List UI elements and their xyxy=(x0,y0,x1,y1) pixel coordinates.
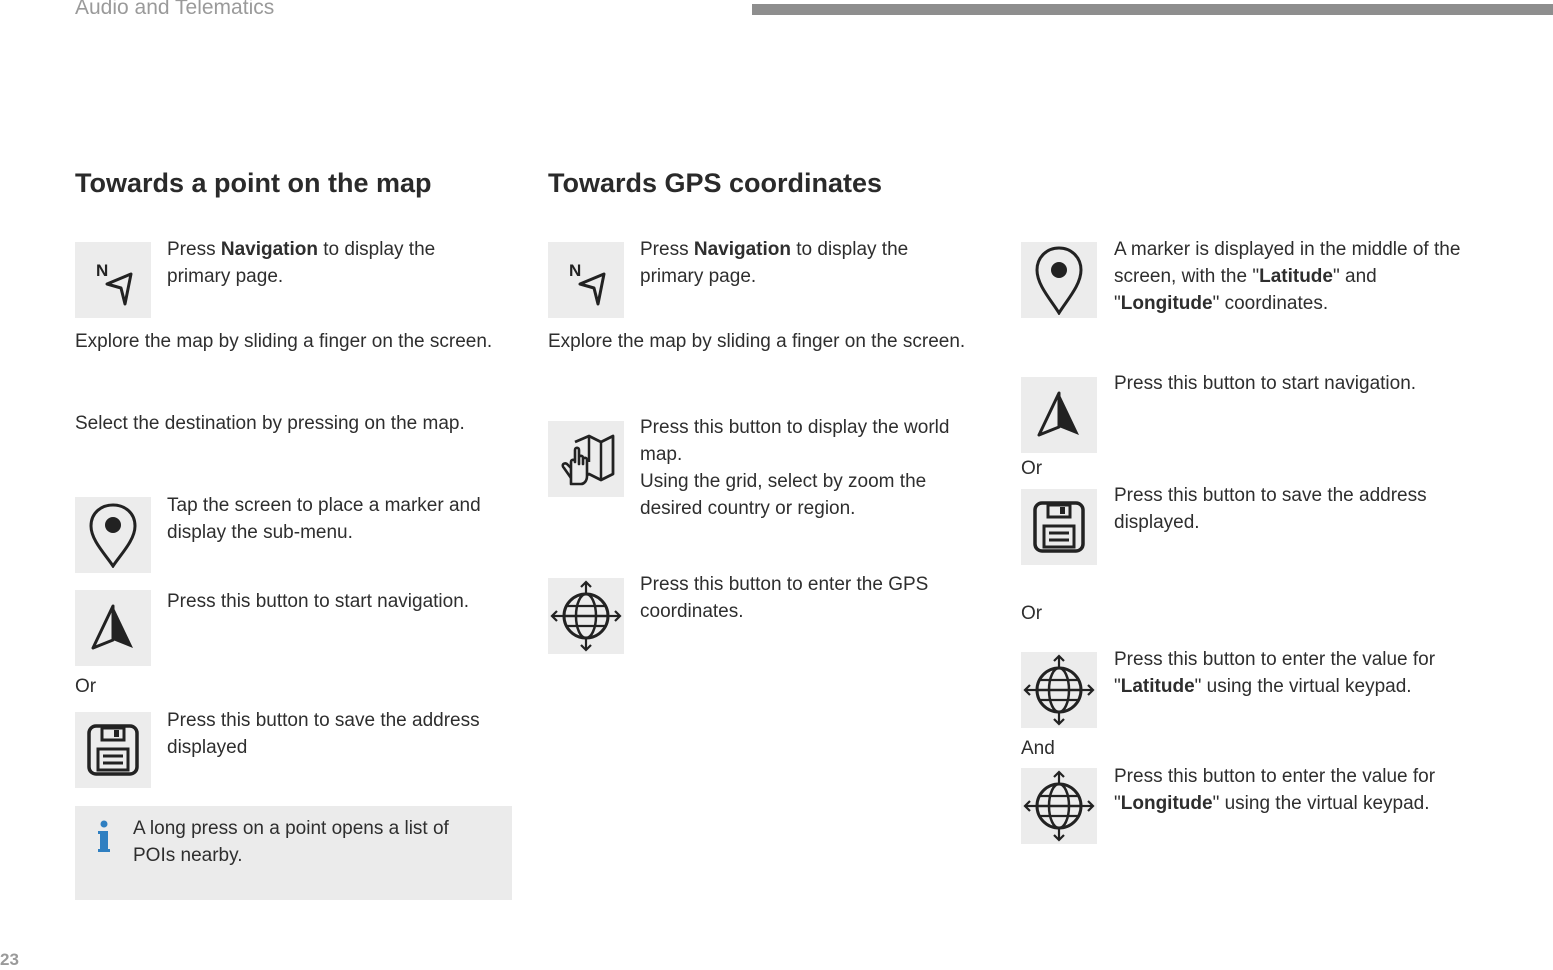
left-heading: Towards a point on the map xyxy=(75,168,432,198)
world-map-icon xyxy=(548,421,624,497)
left-select-text: Select the destination by pressing on the map. xyxy=(75,413,465,434)
latitude-icon xyxy=(1021,652,1097,728)
navigation-icon xyxy=(548,242,624,318)
header-bar xyxy=(752,4,1553,15)
save-icon xyxy=(1021,489,1097,565)
middle-world-text xyxy=(640,414,980,522)
middle-gps-text: Press this button to enter the GPS coordinates. xyxy=(640,574,929,622)
left-start-text: Press this button to start navigation. xyxy=(167,591,470,612)
svg-text:N: N xyxy=(569,261,582,280)
right-start-text: Press this button to start navigation. xyxy=(1114,373,1417,394)
start-navigation-icon xyxy=(1021,377,1097,453)
right-longitude-text: Press this button to enter the value for "Longitude" using the virtual keypad. xyxy=(1114,766,1436,814)
right-and-label: And xyxy=(1021,738,1055,759)
map-marker-icon xyxy=(75,497,151,573)
gps-coordinates-icon xyxy=(548,578,624,654)
left-or-label: Or xyxy=(75,676,97,697)
svg-text:N: N xyxy=(96,261,109,280)
right-marker-text: A marker is displayed in the middle of the screen, with the "Latitude" and "Longitude" coordinates. xyxy=(1114,239,1461,314)
right-or-label-2: Or xyxy=(1021,603,1043,624)
left-nav-text: Press Navigation to display the primary page. xyxy=(167,239,436,287)
longitude-icon xyxy=(1021,768,1097,844)
middle-nav-text: Press Navigation to display the primary page. xyxy=(640,239,909,287)
world-map-line-2: Using the grid, select by zoom the desired country or region. xyxy=(640,471,927,519)
save-icon xyxy=(75,712,151,788)
map-marker-icon xyxy=(1021,242,1097,318)
middle-explore-text: Explore the map by sliding a finger on the screen. xyxy=(548,331,966,352)
right-latitude-text: Press this button to enter the value for "Latitude" using the virtual keypad. xyxy=(1114,649,1436,697)
info-icon xyxy=(96,820,112,860)
page-number: 23 xyxy=(0,950,19,969)
right-save-text: Press this button to save the address displayed. xyxy=(1114,485,1427,533)
left-save-text: Press this button to save the address displayed xyxy=(167,710,480,758)
start-navigation-icon xyxy=(75,590,151,666)
left-explore-text: Explore the map by sliding a finger on the screen. xyxy=(75,331,493,352)
world-map-line-1: Press this button to display the world map. xyxy=(640,417,950,465)
section-title: Audio and Telematics xyxy=(75,0,275,19)
info-text: A long press on a point opens a list of POIs nearby. xyxy=(133,818,449,866)
right-or-label-1: Or xyxy=(1021,458,1043,479)
middle-heading: Towards GPS coordinates xyxy=(548,168,883,198)
left-tap-text: Tap the screen to place a marker and display the sub-menu. xyxy=(167,495,481,543)
navigation-icon xyxy=(75,242,151,318)
